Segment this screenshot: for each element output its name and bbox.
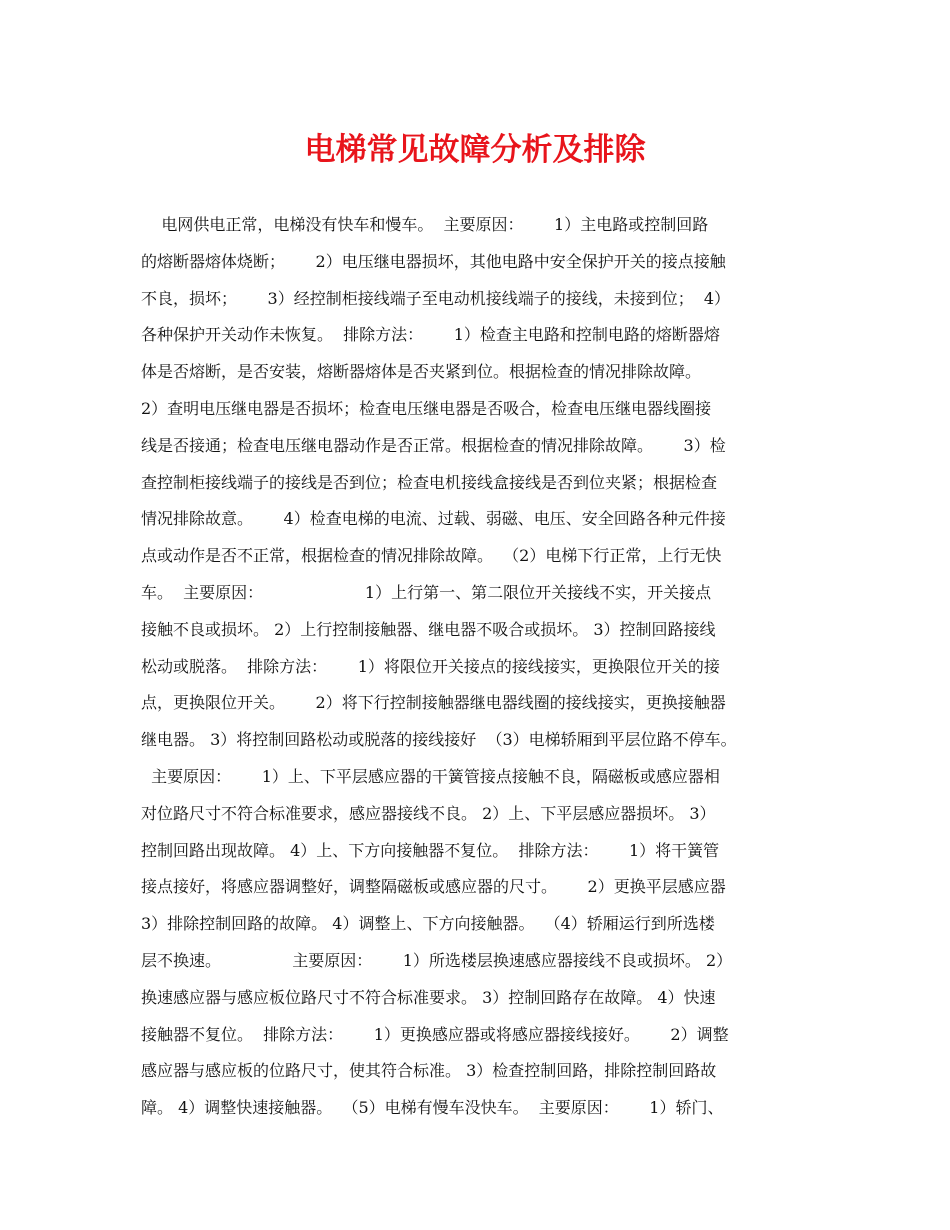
body-line: 层不换速。 主要原因： 1）所选楼层换速感应器接线不良或损坏。 2） (141, 950, 733, 970)
body-line: 继电器。 3）将控制回路松动或脱落的接线接好 （3）电梯轿厢到平层位路不停车。 (141, 730, 737, 750)
document-body (141, 207, 831, 1127)
body-line: 各种保护开关动作未恢复。 排除方法： 1）检查主电路和控制电路的熔断器熔 (141, 325, 720, 345)
body-line: 2）查明电压继电器是否损坏；检查电压继电器是否吸合，检查电压继电器线圈接 (141, 398, 712, 418)
body-line: 接触不良或损坏。 2）上行控制接触器、继电器不吸合或损坏。 3）控制回路接线 (141, 619, 716, 639)
body-line: 的熔断器熔体烧断； 2）电压继电器损坏，其他电路中安全保护开关的接点接触 (141, 251, 726, 271)
body-line: 车。 主要原因： 1）上行第一、第二限位开关接线不实，开关接点 (141, 582, 712, 602)
body-line: 查控制柜接线端子的接线是否到位；检查电机接线盒接线是否到位夹紧；根据检查 (141, 472, 718, 492)
body-line: 3）排除控制回路的故障。 4）调整上、下方向接触器。 （4）轿厢运行到所选楼 (141, 914, 715, 934)
body-line: 情况排除故意。 4）检查电梯的电流、过载、弱磁、电压、安全回路各种元件接 (141, 509, 726, 529)
body-line: 障。 4）调整快速接触器。 （5）电梯有慢车没快车。 主要原因： 1）轿门、 (141, 1098, 724, 1118)
body-line: 点或动作是否不正常，根据检查的情况排除故障。 （2）电梯下行正常，上行无快 (141, 546, 722, 566)
body-line: 换速感应器与感应板位路尺寸不符合标准要求。 3）控制回路存在故障。 4）快速 (141, 987, 716, 1007)
body-line: 不良，损坏； 3）经控制柜接线端子至电动机接线端子的接线，未接到位； 4） (141, 288, 731, 308)
body-line: 线是否接通；检查电压继电器动作是否正常。根据检查的情况排除故障。 3）检 (141, 435, 726, 455)
body-line: 点，更换限位开关。 2）将下行控制接触器继电器线圈的接线接实，更换接触器 (141, 693, 726, 713)
body-line: 松动或脱落。 排除方法： 1）将限位开关接点的接线接实，更换限位开关的接 (141, 656, 720, 676)
body-line: 控制回路出现故障。 4）上、下方向接触器不复位。 排除方法： 1）将干簧管 (141, 840, 720, 860)
body-line: 体是否熔断，是否安装，熔断器熔体是否夹紧到位。根据检查的情况排除故障。 (141, 362, 702, 382)
body-line: 电网供电正常，电梯没有快车和慢车。 主要原因： 1）主电路或控制回路 (141, 215, 709, 234)
body-line: 感应器与感应板的位路尺寸，使其符合标准。 3）检查控制回路，排除控制回路故 (141, 1061, 717, 1081)
body-line: 对位路尺寸不符合标准要求，感应器接线不良。 2）上、下平层感应器损坏。 3） (141, 803, 716, 823)
body-line: 主要原因： 1）上、下平层感应器的干簧管接点接触不良，隔磁板或感应器相 (141, 766, 720, 786)
body-line: 接触器不复位。 排除方法： 1）更换感应器或将感应器接线接好。 2）调整 (141, 1024, 729, 1044)
document-title: 电梯常见故障分析及排除 (304, 132, 646, 168)
body-line: 接点接好，将感应器调整好，调整隔磁板或感应器的尺寸。 2）更换平层感应器 (141, 877, 726, 897)
